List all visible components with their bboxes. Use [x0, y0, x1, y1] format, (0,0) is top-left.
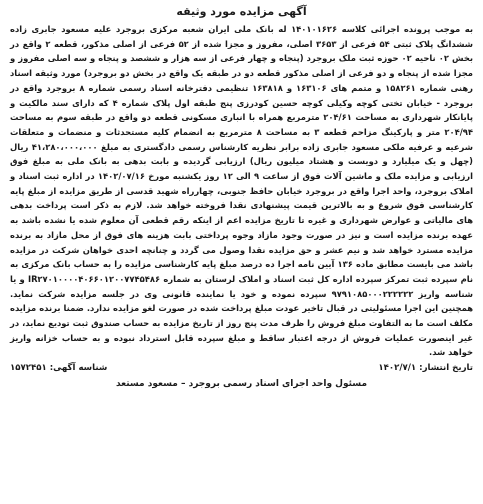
notice-body: به موجب پرونده اجرائی کلاسه ۱۴۰۱۰۱۶۲۶ له بانک ملی ایران شعبه مرکزی بروجرد علیه مسعود جابری زاده ششدانگ پلاک ثبتی ۵۴ فرعی از ۳۶۵۳ اصلی، مفروز و مجزا شده از ۵۲ فرعی از اصلی مذکور، قطعه ۲ واقع در بخش ۰۲ ناحیه ۰۲ حوزه ثبت ملک بروجرد (پنجاه و چهار فرعی از سه هزار و ششصد و پنجاه و سه اصلی مفروز و مجزا شده از پنجاه و دو فرعی از اصلی مذکور قطعه دو در طبقه یک واقع در بخش دو بروجرد) مورد وثیقه اسناد رهنی شماره ۱۵۸۲۶۱ و متمم های ۱۶۳۱۰۶ و ۱۶۳۸۱۸ تنظیمی دفترخانه اسناد رسمی شماره ۸ بروجرد واقع در بروجرد - خیابان تختی کوچه وکیلی کوچه حسین کودرزی پنج طبقه اول پلاک شماره ۴ که دارای سند مالکیت و پایانکار شهرداری به مساحت ۲۰۴/۶۱ مترمربع همراه با انباری مسکونی قطعه دو واقع در طبقه سوم به مساحت ۲۰۴/۹۴ متر و پارکینگ مزاحم قطعه ۳ به مساحت ۸ مترمربع به انضمام کلیه مستحدثات و منضمات و متعلقات شرعیه و عرفیه ملکی مسعود جابری زاده برابر نظریه کارشناس رسمی دادگستری به مبلغ ۴۱،۲۸۰،۰۰۰،۰۰۰ ریال (چهل و یک میلیارد و دویست و هشتاد میلیون ریال) ارزیابی گردیده و بابت بدهی به بانک ملی به مبلغ فوق ارزیابی و مزایده ملک و ماشین آلات فوق از ساعت ۹ الی ۱۲ روز یکشنبه مورخ ۱۴۰۲/۰۷/۱۶ در اداره ثبت اسناد و املاک بروجرد، واحد اجرا واقع در بروجرد خیابان حافظ جنوبی، چهارراه شهید قدسی از طریق مزایده از مبلغ پایه کارشناسی فوق شروع و به بالاترین قیمت پیشنهادی نقدا فروخته خواهد شد. لازم به ذکر است پرداخت بدهی های مالیاتی و عوارض شهرداری و غیره تا تاریخ مزایده اعم از اینکه رقم قطعی آن معلوم شده یا نشده باشد به عهده برنده مزایده است و نیز در صورت وجود مازاد وجوه پرداختی بابت هزینه های فوق از محل مازاد به برنده مزایده مسترد خواهد شد و نیم عشر و حق مزایده نقدا وصول می گردد و چنانچه احدی خواهان شرکت در مزایده باشد می بایست مطابق ماده ۱۳۶ آیین نامه اجرا ده درصد مبلغ پایه کارشناسی مزایده را به حساب بانک مرکزی به نام سپرده ثبت تمرکز سپرده اداره کل ثبت اسناد و املاک لرستان به شماره IR۲۷۰۱۰۰۰۰۴۰۶۶۰۱۲۰۰۷۷۴۵۴۸۶ و یا شناسه واریز ۹۷۹۱۰۸۵۰۰۰۲۲۲۲۲۲ سپرده نموده و خود یا نماینده قانونی وی در جلسه مزایده شرکت نماید. همچنین این اجرا مسئولیتی در قبال تاخیر عودت مبلغ پرداخت شده در صورت لغو مزایده ندارد. ضمنا برنده مزایده مکلف است ما به التفاوت مبلغ فروش را ظرف مدت پنج روز از تاریخ مزایده به حساب صندوق ثبت تودیع نماید، در غیر اینصورت عملیات فروش از درجه اعتبار ساقط و مبلغ سپرده قابل استرداد نبوده و به حساب خزانه واریز خواهد شد. [10, 24, 474, 358]
signature: مسئول واحد اجرای اسناد رسمی بروجرد – مسعود مستعد [115, 379, 368, 390]
notice-meta [10, 361, 473, 375]
notice-id: شناسه آگهی: ۱۵۷۲۴۵۱ [10, 363, 108, 374]
auction-notice [10, 4, 473, 498]
notice-title: آگهی مزایده مورد وثیقه [176, 5, 307, 18]
publish-date: تاریخ انتشار: ۱۴۰۲/۷/۱ [378, 363, 473, 374]
